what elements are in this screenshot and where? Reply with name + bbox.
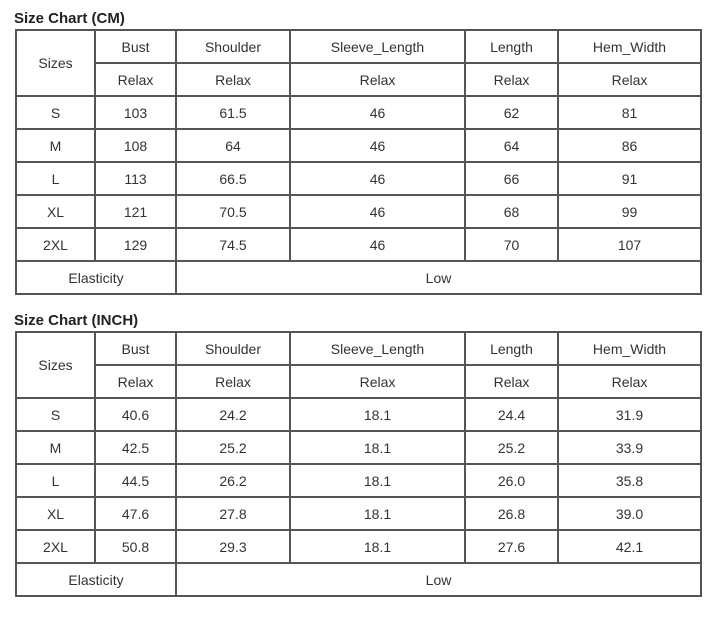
table-cell: 61.5	[176, 96, 290, 129]
inch-elasticity-label: Elasticity	[16, 563, 176, 596]
size-label: L	[16, 162, 95, 195]
table-row	[16, 162, 701, 195]
inch-col-length: Length	[465, 332, 558, 365]
cm-size-table	[15, 29, 702, 295]
table-cell: 81	[558, 96, 701, 129]
cm-col-hem-width: Hem_Width	[558, 30, 701, 63]
inch-fit-row	[16, 365, 701, 398]
table-cell: 46	[290, 228, 465, 261]
table-cell: 103	[95, 96, 176, 129]
table-cell: 26.2	[176, 464, 290, 497]
size-label: S	[16, 398, 95, 431]
table-cell: 18.1	[290, 398, 465, 431]
table-cell: 40.6	[95, 398, 176, 431]
cm-fit-length: Relax	[465, 63, 558, 96]
table-cell: 18.1	[290, 431, 465, 464]
table-cell: 66.5	[176, 162, 290, 195]
table-cell: 27.8	[176, 497, 290, 530]
table-cell: 33.9	[558, 431, 701, 464]
table-cell: 44.5	[95, 464, 176, 497]
table-cell: 25.2	[176, 431, 290, 464]
table-cell: 46	[290, 129, 465, 162]
cm-fit-row	[16, 63, 701, 96]
inch-fit-shoulder: Relax	[176, 365, 290, 398]
inch-fit-hem-width: Relax	[558, 365, 701, 398]
cm-elasticity-label: Elasticity	[16, 261, 176, 294]
table-row	[16, 398, 701, 431]
inch-fit-bust: Relax	[95, 365, 176, 398]
table-cell: 46	[290, 96, 465, 129]
table-cell: 42.5	[95, 431, 176, 464]
cm-fit-sleeve-length: Relax	[290, 63, 465, 96]
size-label: XL	[16, 195, 95, 228]
table-cell: 66	[465, 162, 558, 195]
table-row	[16, 96, 701, 129]
size-label: L	[16, 464, 95, 497]
table-cell: 70	[465, 228, 558, 261]
cm-sizes-header: Sizes	[16, 30, 95, 96]
table-cell: 68	[465, 195, 558, 228]
table-row	[16, 530, 701, 563]
cm-col-shoulder: Shoulder	[176, 30, 290, 63]
size-label: 2XL	[16, 530, 95, 563]
table-row	[16, 129, 701, 162]
table-row	[16, 464, 701, 497]
cm-elasticity-value: Low	[176, 261, 701, 294]
cm-fit-hem-width: Relax	[558, 63, 701, 96]
table-cell: 50.8	[95, 530, 176, 563]
table-cell: 121	[95, 195, 176, 228]
table-cell: 64	[176, 129, 290, 162]
inch-col-hem-width: Hem_Width	[558, 332, 701, 365]
inch-elasticity-value: Low	[176, 563, 701, 596]
inch-fit-length: Relax	[465, 365, 558, 398]
inch-sizes-header: Sizes	[16, 332, 95, 398]
inch-fit-sleeve-length: Relax	[290, 365, 465, 398]
inch-col-shoulder: Shoulder	[176, 332, 290, 365]
size-label: 2XL	[16, 228, 95, 261]
table-cell: 129	[95, 228, 176, 261]
size-label: M	[16, 431, 95, 464]
table-cell: 18.1	[290, 464, 465, 497]
cm-header-row	[16, 30, 701, 63]
inch-chart-title: Size Chart (INCH)	[14, 312, 139, 329]
table-cell: 29.3	[176, 530, 290, 563]
table-cell: 70.5	[176, 195, 290, 228]
table-cell: 24.4	[465, 398, 558, 431]
table-cell: 47.6	[95, 497, 176, 530]
table-cell: 24.2	[176, 398, 290, 431]
cm-chart-title: Size Chart (CM)	[14, 10, 125, 27]
table-cell: 86	[558, 129, 701, 162]
table-row	[16, 228, 701, 261]
size-label: M	[16, 129, 95, 162]
table-row	[16, 497, 701, 530]
table-cell: 26.0	[465, 464, 558, 497]
table-cell: 18.1	[290, 497, 465, 530]
size-label: XL	[16, 497, 95, 530]
inch-elasticity-row	[16, 563, 701, 596]
table-cell: 91	[558, 162, 701, 195]
table-row	[16, 195, 701, 228]
cm-col-length: Length	[465, 30, 558, 63]
table-cell: 64	[465, 129, 558, 162]
inch-col-sleeve-length: Sleeve_Length	[290, 332, 465, 365]
inch-header-row	[16, 332, 701, 365]
table-cell: 108	[95, 129, 176, 162]
table-cell: 25.2	[465, 431, 558, 464]
table-cell: 18.1	[290, 530, 465, 563]
cm-col-bust: Bust	[95, 30, 176, 63]
table-cell: 35.8	[558, 464, 701, 497]
table-row	[16, 431, 701, 464]
cm-elasticity-row	[16, 261, 701, 294]
table-cell: 74.5	[176, 228, 290, 261]
table-cell: 31.9	[558, 398, 701, 431]
inch-size-table	[15, 331, 702, 597]
table-cell: 27.6	[465, 530, 558, 563]
table-cell: 46	[290, 195, 465, 228]
size-label: S	[16, 96, 95, 129]
table-cell: 107	[558, 228, 701, 261]
cm-fit-shoulder: Relax	[176, 63, 290, 96]
cm-col-sleeve-length: Sleeve_Length	[290, 30, 465, 63]
table-cell: 42.1	[558, 530, 701, 563]
table-cell: 26.8	[465, 497, 558, 530]
table-cell: 62	[465, 96, 558, 129]
inch-col-bust: Bust	[95, 332, 176, 365]
table-cell: 99	[558, 195, 701, 228]
table-cell: 113	[95, 162, 176, 195]
table-cell: 39.0	[558, 497, 701, 530]
cm-fit-bust: Relax	[95, 63, 176, 96]
table-cell: 46	[290, 162, 465, 195]
